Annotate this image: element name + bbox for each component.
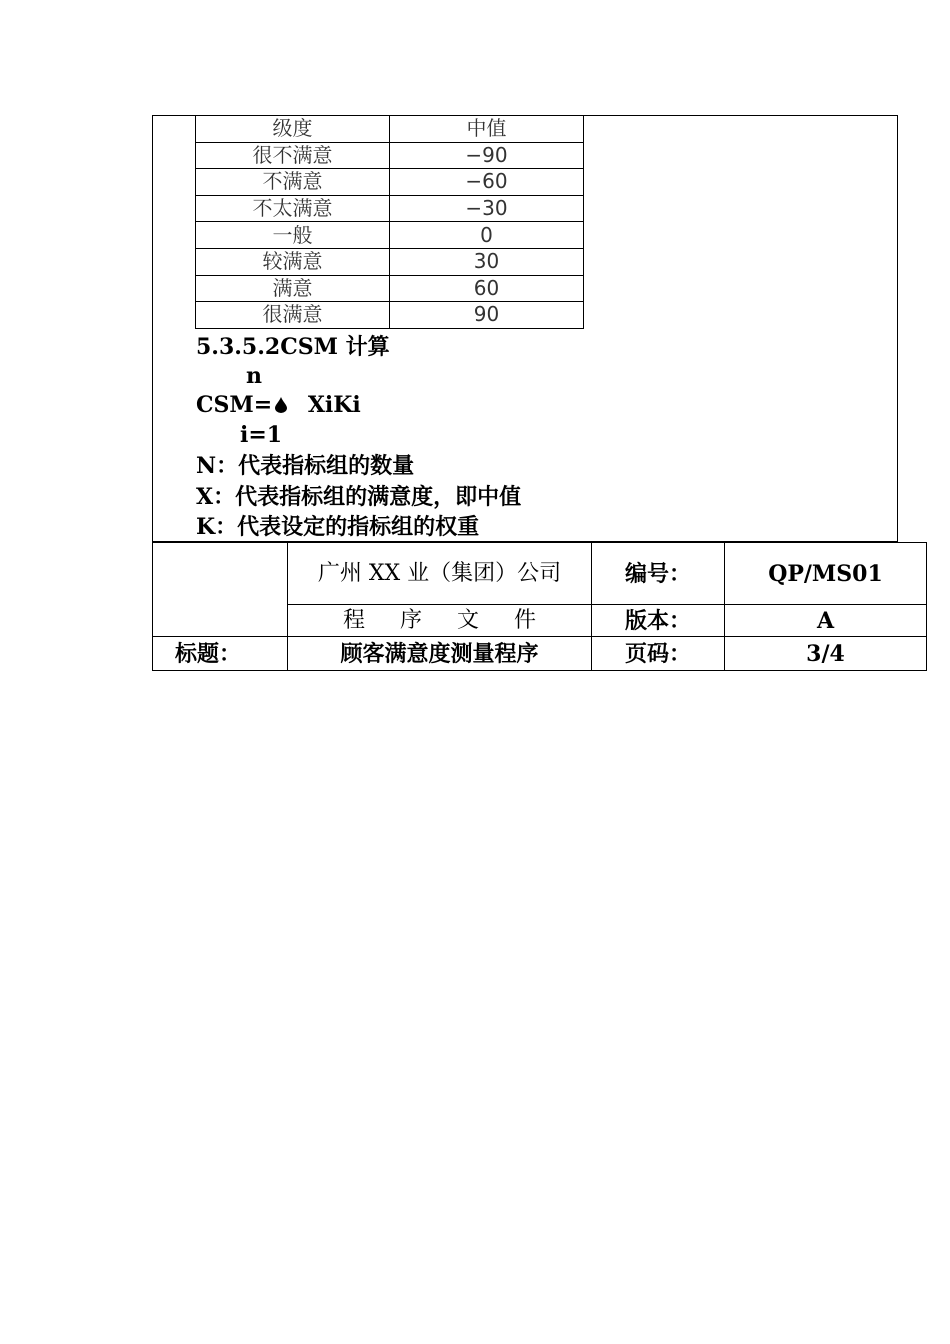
table-row — [196, 142, 584, 169]
grade-cell: 很满意 — [196, 302, 390, 329]
logo-cell — [153, 543, 288, 637]
grade-cell: 不满意 — [196, 169, 390, 196]
grade-cell: 很不满意 — [196, 142, 390, 169]
number-label: 编号： — [592, 543, 725, 605]
definition-n: N：代表指标组的数量 — [196, 453, 415, 479]
drop-icon — [274, 397, 288, 413]
formula-lhs: CSM= — [196, 392, 273, 418]
header-grade: 级度 — [196, 116, 390, 143]
doc-type: 程 序 文 件 — [288, 605, 592, 637]
table-row — [196, 275, 584, 302]
median-cell: 0 — [390, 222, 584, 249]
median-cell: 60 — [390, 275, 584, 302]
table-header-row — [196, 116, 584, 143]
section-heading: 5.3.5.2CSM 计算 — [196, 334, 390, 360]
satisfaction-scale-table — [195, 115, 584, 329]
table-row — [196, 248, 584, 275]
page-label: 页码： — [592, 637, 725, 671]
grade-cell: 较满意 — [196, 248, 390, 275]
median-cell: −60 — [390, 169, 584, 196]
grade-cell: 不太满意 — [196, 195, 390, 222]
median-cell: −90 — [390, 142, 584, 169]
median-cell: 30 — [390, 248, 584, 275]
title-label: 标题： — [153, 637, 288, 671]
table-row — [196, 169, 584, 196]
document-footer-table — [152, 542, 927, 671]
table-row — [196, 302, 584, 329]
formula-lower-limit: i=1 — [240, 422, 283, 448]
number-value: QP/MS01 — [725, 543, 927, 605]
definition-k: K：代表设定的指标组的权重 — [196, 514, 480, 540]
median-cell: −30 — [390, 195, 584, 222]
version-label: 版本： — [592, 605, 725, 637]
formula-upper-limit: n — [246, 363, 262, 389]
table-row — [196, 195, 584, 222]
formula-rhs: XiKi — [307, 392, 361, 418]
formula-line — [196, 392, 361, 418]
company-name: 广州 XX 业（集团）公司 — [288, 543, 592, 605]
title-value: 顾客满意度测量程序 — [288, 637, 592, 671]
table-row — [196, 222, 584, 249]
version-value: A — [725, 605, 927, 637]
header-median: 中值 — [390, 116, 584, 143]
page-value: 3/4 — [725, 637, 927, 671]
definition-x: X：代表指标组的满意度，即中值 — [196, 484, 522, 510]
grade-cell: 一般 — [196, 222, 390, 249]
median-cell: 90 — [390, 302, 584, 329]
grade-cell: 满意 — [196, 275, 390, 302]
